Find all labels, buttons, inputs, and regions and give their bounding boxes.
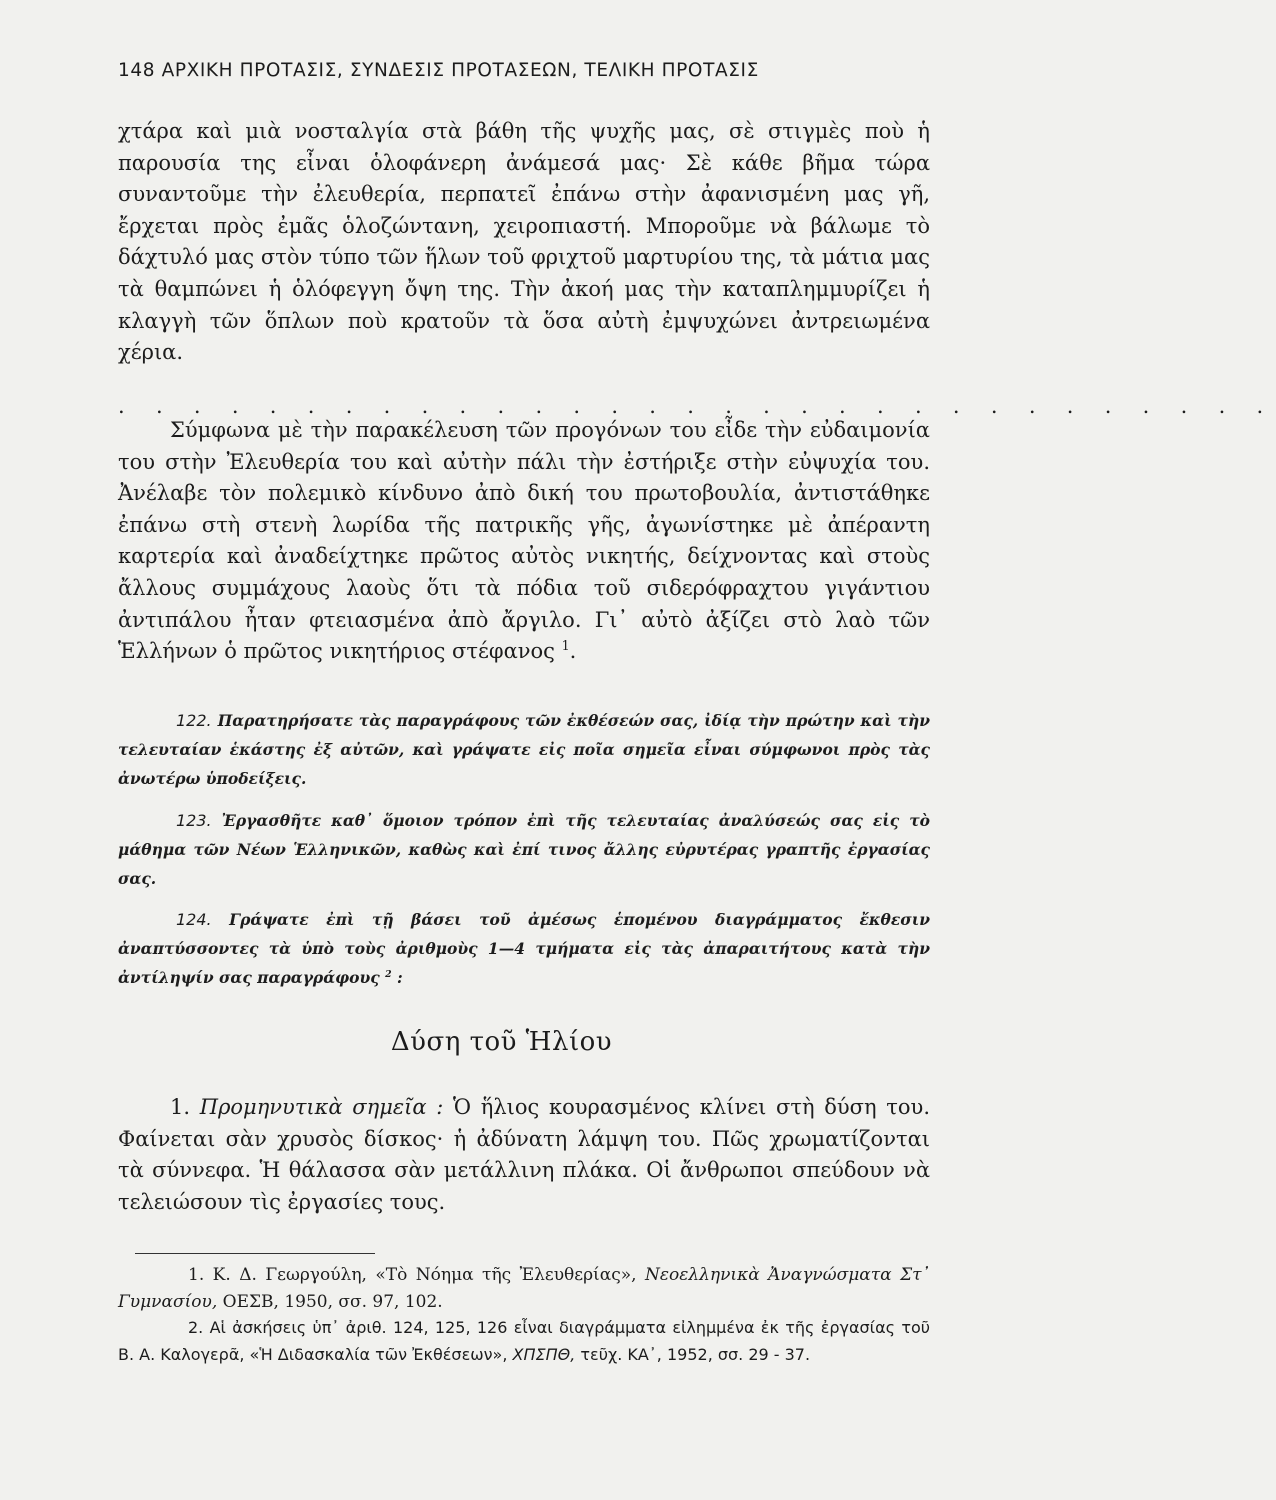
item-number: 1. <box>170 1095 191 1119</box>
exercise-body <box>118 706 930 793</box>
section-item-body <box>118 1092 930 1218</box>
paragraph-text: Σύμφωνα μὲ τὴν παρακέλευση τῶν προγόνων του εἶδε τὴν εὐδαιμονία του στὴν Ἐλευθερία του καὶ αὐτὴν πάλι τὴν ἐστήριξε στὴν εὐψυχία του. Ἀνέλαβε τὸν πολεμικὸ κίνδυνο ἀπὸ δική του πρωτοβουλία, ἀντιστάθηκε ἐπάνω στὴ στενὴ λωρίδα τῆς πατρικῆς γῆς, ἀγωνίστηκε μὲ ἀπέραντη καρτερία καὶ ἀναδείχτηκε πρῶτος αὐτὸς νικητής, δείχνοντας καὶ στοὺς ἄλλους συμμάχους λαοὺς ὅτι τὰ πόδια τοῦ σιδερόφραχτου γιγάντιου ἀντιπάλου ἦταν φτειασμένα ἀπὸ ἄργιλο. Γι᾽ αὐτὸ ἀξίζει στὸ λαὸ τῶν Ἑλλήνων ὁ πρῶτος νικητήριος στέφανος <box>118 418 930 664</box>
exercise-text: Παρατηρήσατε τὰς παραγράφους τῶν ἐκθέσεών σας, ἰδίᾳ τὴν πρώτην καὶ τὴν τελευταίαν ἑκάστης ἐξ αὐτῶν, καὶ γράψατε εἰς ποῖα σημεῖα εἶναι σύμφωνοι πρὸς τὰς ἀνωτέρω ὑποδείξεις. <box>118 711 930 788</box>
paragraph-continued <box>118 116 930 369</box>
footnote-ref: 1 <box>561 638 570 654</box>
footnote-tail: ΟΕΣΒ, 1950, σσ. 97, 102. <box>217 1291 443 1312</box>
footnote-italic: ΧΠΣΠΘ, <box>512 1344 576 1364</box>
exercise-body <box>118 905 930 992</box>
footnotes <box>118 1262 930 1368</box>
section-item <box>118 1092 930 1218</box>
footnote-lead: 2. Αἱ ἀσκήσεις ὑπ᾽ ἀριθ. 124, 125, 126 εἶναι διαγράμματα εἰλημμένα ἐκ τῆς ἐργασίας τοῦ Β. Α. Καλογερᾶ, «Ἡ Διδασκαλία τῶν Ἐκθέσεων», <box>118 1318 930 1364</box>
exercise-number: 123. <box>176 811 212 830</box>
footnote-1 <box>118 1262 930 1315</box>
footnote-2 <box>118 1315 930 1368</box>
footnote-lead: 1. Κ. Δ. Γεωργούλη, «Τὸ Νόημα τῆς Ἐλευθερίας», <box>188 1265 645 1285</box>
paragraph <box>118 415 930 668</box>
paragraph-body <box>118 415 930 668</box>
footnote-italic: Νεοελληνικὰ Ἀναγνώσματα Στ᾽ Γυμνασίου, <box>118 1265 930 1312</box>
item-text: Ὁ ἥλιος κουρασμένος κλίνει στὴ δύση του. Φαίνεται σὰν χρυσὸς δίσκος· ἡ ἀδύνατη λάμψη του. Πῶς χρωματίζονται τὰ σύννεφα. Ἡ θάλασσα σὰν μετάλλινη πλάκα. Οἱ ἄνθρωποι σπεύδουν νὰ τελειώσουν τὶς ἐργασίες τους. <box>118 1095 930 1214</box>
item-label: Προμηνυτικὰ σημεῖα : <box>199 1095 444 1119</box>
exercise-number: 122. <box>176 711 212 730</box>
footnote-tail: τεῦχ. ΚΑ᾽, 1952, σσ. 29 - 37. <box>575 1344 811 1364</box>
paragraph-end: . <box>569 639 577 664</box>
footnote-ref: 2 <box>385 968 392 980</box>
exercise-122 <box>118 706 930 793</box>
exercise-text: Γράψατε ἐπὶ τῇ βάσει τοῦ ἀμέσως ἑπομένου διαγράμματος ἔκθεσιν ἀναπτύσσοντες τὰ ὑπὸ τοὺς ἀριθμοὺς 1—4 τμήματα εἰς τὰς ἀπαραιτήτους κατὰ τὴν ἀντίληψίν σας παραγράφους <box>118 910 930 987</box>
exercise-124 <box>118 905 930 992</box>
paragraph-text: χτάρα καὶ μιὰ νοσταλγία στὰ βάθη τῆς ψυχῆς μας, σὲ στιγμὲς ποὺ ἡ παρουσία της εἶναι ὁλοφάνερη ἀνάμεσά μας· Σὲ κάθε βῆμα τώρα συναντοῦμε τὴν ἐλευθερία, περπατεῖ ἐπάνω στὴν ἀφανισμένη μας γῆ, ἔρχεται πρὸς ἐμᾶς ὁλοζώντανη, χειροπιαστή. Μποροῦμε νὰ βάλωμε τὸ δάχτυλό μας στὸν τύπο τῶν ἥλων τοῦ φριχτοῦ μαρτυρίου της, τὰ μάτια μας τὰ θαμπώνει ἡ ὁλόφεγγη ὄψη της. Τὴν ἀκοή μας τὴν καταπλημμυρίζει ἡ κλαγγὴ τῶν ὅπλων ποὺ κρατοῦν τὰ ὅσα αὐτὴ ἐμψυχώνει ἀντρειωμένα χέρια. <box>118 119 930 365</box>
footnote-rule <box>135 1253 375 1254</box>
exercise-123 <box>118 806 930 893</box>
exercise-text: Ἐργασθῆτε καθ᾽ ὅμοιον τρόπον ἐπὶ τῆς τελευταίας ἀναλύσεώς σας εἰς τὸ μάθημα τῶν Νέων Ἑλληνικῶν, καθὼς καὶ ἐπί τινος ἄλλης εὐρυτέρας γραπτῆς ἐργασίας σας. <box>118 811 930 888</box>
ellipsis-row: . . . . . . . . . . . . . . . . . . . . . . . . . . . . . . . <box>118 394 1276 418</box>
exercise-number: 124. <box>176 910 212 929</box>
running-head: 148 ΑΡΧΙΚΗ ΠΡΟΤΑΣΙΣ, ΣΥΝΔΕΣΙΣ ΠΡΟΤΑΣΕΩΝ, ΤΕΛΙΚΗ ΠΡΟΤΑΣΙΣ <box>118 60 759 81</box>
exercise-tail: : <box>391 968 403 987</box>
section-title: Δύση τοῦ Ἡλίου <box>390 1027 613 1057</box>
exercise-body <box>118 806 930 893</box>
